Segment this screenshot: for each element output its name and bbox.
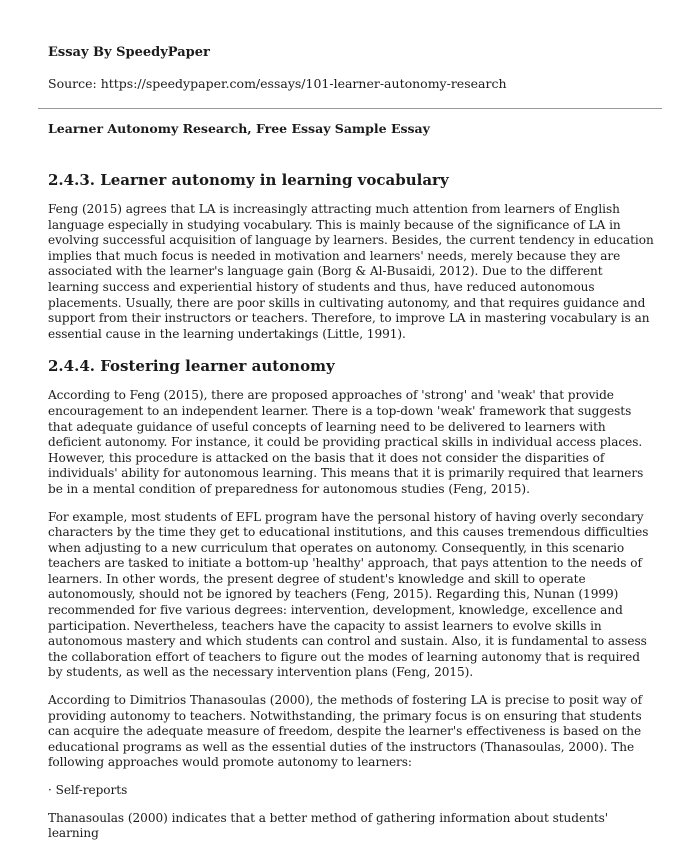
header-divider xyxy=(38,108,662,109)
bullet-item: · Self-reports xyxy=(48,783,128,797)
source-line: Source: https://speedypaper.com/essays/101-learner-autonomy-research xyxy=(48,76,507,91)
essay-content xyxy=(48,170,654,850)
paragraph: According to Feng (2015), there are proposed approaches of 'strong' and 'weak' that provide encouragement to an independent learner. There is a top-down 'weak' framework that suggests that adequate guidance of useful concepts of learning need to be delivered to learners with deficient autonomy. For instance, it could be providing practical skills in individual access places. However, this procedure is attacked on the basis that it does not consider the disparities of individuals' ability for autonomous learning. This means that it is primarily required that learners be in a mental condition of preparedness for autonomous studies (Feng, 2015). xyxy=(48,388,644,496)
section-heading: 2.4.3. Learner autonomy in learning vocabulary xyxy=(48,171,449,189)
document-title: Learner Autonomy Research, Free Essay Sample Essay xyxy=(48,121,430,136)
essay-by-label: Essay By SpeedyPaper xyxy=(48,45,210,60)
paragraph: Thanasoulas (2000) indicates that a better method of gathering information about students' learning xyxy=(48,810,609,841)
paragraph: According to Dimitrios Thanasoulas (2000), the methods of fostering LA is precise to posit way of providing autonomy to teachers. Notwithstanding, the primary focus is on ensuring that students can acquire the adequate measure of freedom, despite the learner's effectiveness is based on the educational programs as well as the essential duties of the instructors (Thanasoulas, 2000). The following approaches would promote autonomy to learners: xyxy=(48,693,643,770)
paragraph: Feng (2015) agrees that LA is increasingly attracting much attention from learners of English language especially in studying vocabulary. This is mainly because of the significance of LA in evolving successful acquisition of language by learners. Besides, the current tendency in education implies that much focus is needed in motivation and learners' needs, merely because they are associated with the learner's language gain (Borg & Al-Busaidi, 2012). Due to the different learning success and experiential history of students and thus, have reduced autonomous placements. Usually, there are poor skills in cultivating autonomy, and that requires guidance and support from their instructors or teachers. Therefore, to improve LA in mastering vocabulary is an essential cause in the learning undertakings (Little, 1991). xyxy=(48,202,654,341)
document-header xyxy=(48,44,658,93)
paragraph: For example, most students of EFL program have the personal history of having overly secondary characters by the time they get to educational institutions, and this causes tremendous difficulties when adjusting to a new curriculum that operates on autonomy. Consequently, in this scenario teachers are tasked to initiate a bottom-up 'healthy' approach, that pays attention to the needs of learners. In other words, the present degree of student's knowledge and skill to operate autonomously, should not be ignored by teachers (Feng, 2015). Regarding this, Nunan (1999) recommended for five various degrees: intervention, development, knowledge, excellence and participation. Nevertheless, teachers have the capacity to assist learners to evolve skills in autonomous mastery and which students can control and sustain. Also, it is fundamental to assess the collaboration effort of teachers to figure out the modes of learning autonomy that is required by students, as well as the necessary intervention plans (Feng, 2015). xyxy=(48,509,649,680)
section-heading: 2.4.4. Fostering learner autonomy xyxy=(48,357,335,376)
